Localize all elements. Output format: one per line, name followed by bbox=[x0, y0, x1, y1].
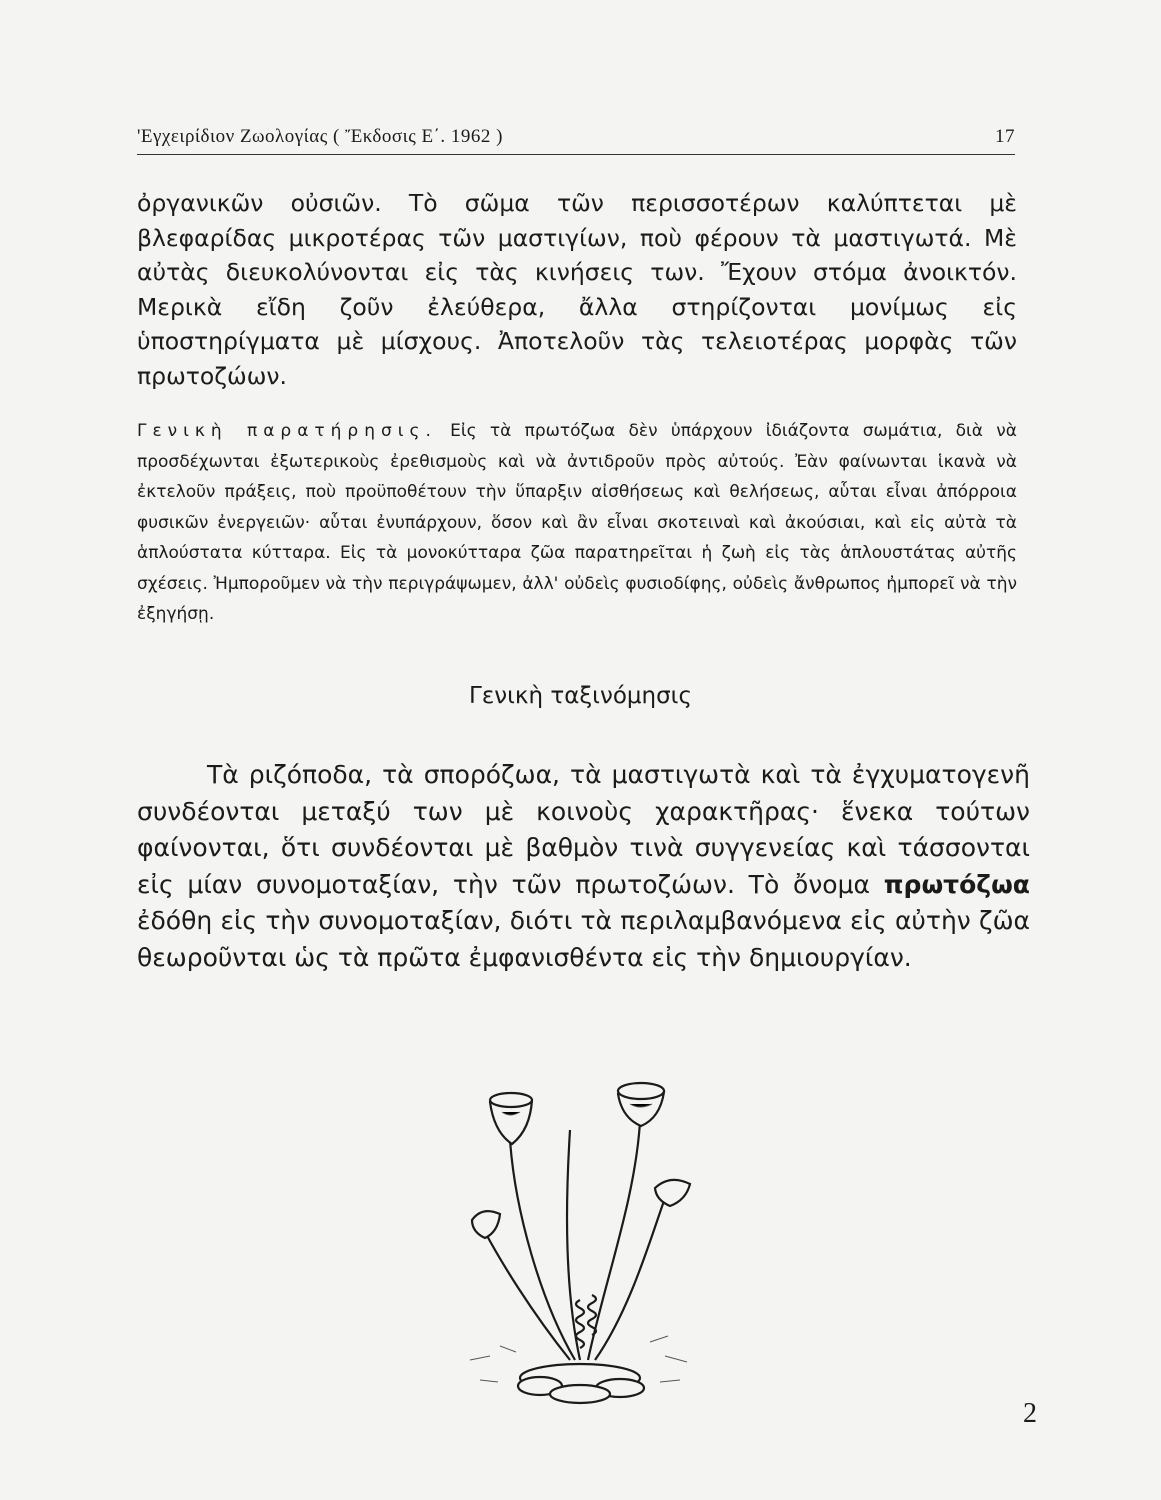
general-remark-text: Εἰς τὰ πρωτόζωα δὲν ὑπάρχουν ἰδιάζοντα σωμάτια, διὰ νὰ προσδέχωνται ἐξωτερικοὺς ἐρεθισμοὺς καὶ νὰ ἀντιδροῦν πρὸς αὐτούς. Ἐὰν φαίνωνται ἱκανὰ νὰ ἐκτελοῦν πράξεις, ποὺ προϋποθέτουν τὴν ὕπαρξιν αἰσθήσεως καὶ θελήσεως, αὗται εἶναι ἀπόρροια φυσικῶν ἐνεργειῶν· αὗται ἐνυπάρχουν, ὅσον καὶ ἂν εἶναι σκοτειναὶ καὶ ἀκούσιαι, καὶ εἰς αὐτὰ τὰ ἁπλούστατα κύτταρα. Εἰς τὰ μονοκύτταρα ζῶα παρατηρεῖται ἡ ζωὴ εἰς τὰς ἁπλουστάτας αὐτῆς σχέσεις. Ἠμποροῦμεν νὰ τὴν περιγράψωμεν, ἀλλ' οὐδεὶς φυσιοδίφης, οὐδεὶς ἄνθρωπος ἠμπορεῖ νὰ τὴν ἐξηγήσῃ. bbox=[137, 421, 1017, 624]
page-number: 17 bbox=[995, 126, 1015, 147]
section-heading: Γενικὴ ταξινόμησις bbox=[469, 683, 692, 709]
classification-text-start: Τὰ ριζόποδα, τὰ σπορόζωα, τὰ μαστιγωτὰ καὶ τὰ ἐγχυματογενῆ συνδέονται μεταξύ των μὲ κοινοὺς χαρακτῆρας· ἕνεκα τούτων φαίνονται, ὅτι συνδέονται μὲ βαθμὸν τινὰ συγγενείας καὶ τάσσονται εἰς μίαν συνομοταξίαν, τὴν τῶν πρωτοζώων. Τὸ ὄνομα bbox=[137, 760, 1030, 899]
paragraph-general-remark bbox=[137, 416, 1017, 630]
paragraph-ciliates: ὀργανικῶν οὐσιῶν. Τὸ σῶμα τῶν περισσοτέρων καλύπτεται μὲ βλεφαρίδας μικροτέρας τῶν μαστιγίων, ποὺ φέρουν τὰ μαστιγωτά. Μὲ αὐτὰς διευκολύνονται εἰς τὰς κινήσεις των. Ἔχουν στόμα ἀνοικτόν. Μερικὰ εἴδη ζοῦν ἐλεύθερα, ἄλλα στηρίζονται μονίμως εἰς ὑποστηρίγματα μὲ μίσχους. Ἀποτελοῦν τὰς τελειοτέρας μορφὰς τῶν πρωτοζώων. bbox=[137, 189, 1017, 390]
sheet-number: 2 bbox=[1023, 1398, 1037, 1429]
vorticella-illustration-icon bbox=[430, 1060, 730, 1420]
book-title: 'Εγχειρίδιον Ζωολογίας ( Ἔκδοσις Ε΄. 1962 ) bbox=[137, 126, 504, 147]
term-protozoa: πρωτόζωα bbox=[883, 869, 1030, 899]
running-header bbox=[137, 120, 1015, 155]
paragraph-classification bbox=[137, 757, 1030, 976]
classification-text-end: ἐδόθη εἰς τὴν συνομοταξίαν, διότι τὰ περιλαμβανόμενα εἰς αὐτὴν ζῶα θεωροῦνται ὡς τὰ πρῶτα ἐμφανισθέντα εἰς τὴν δημιουργίαν. bbox=[137, 906, 1030, 972]
general-remark-lead: Γενικὴ παρατήρησις. bbox=[137, 421, 437, 441]
